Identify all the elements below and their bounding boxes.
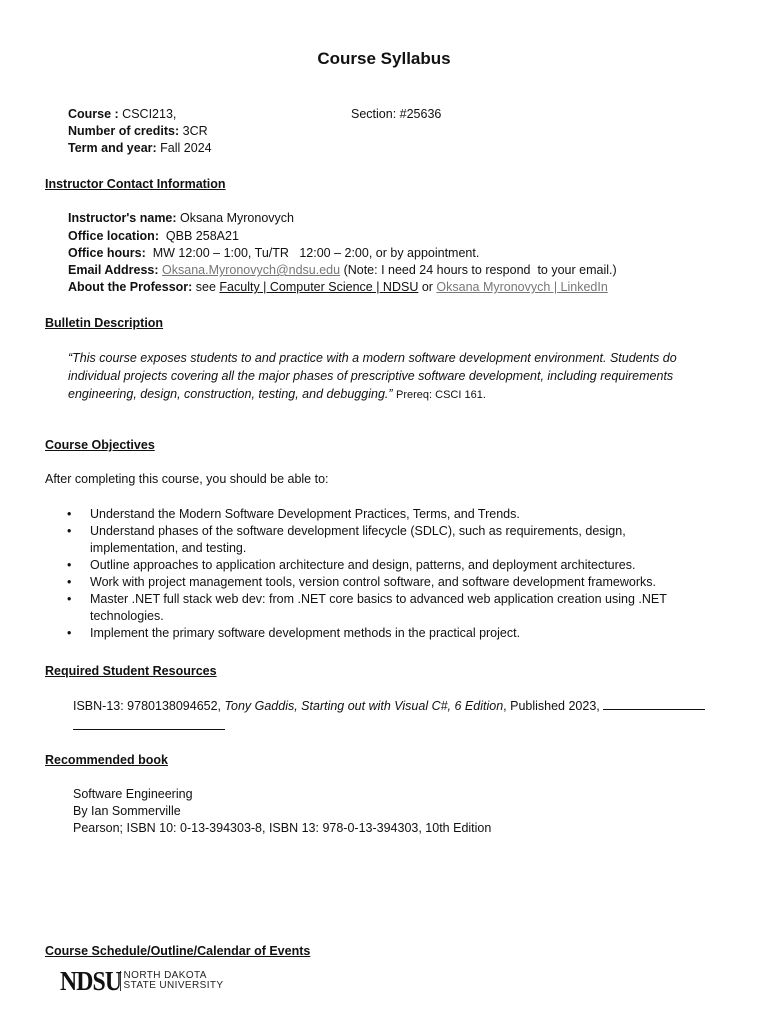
- instructor-name-value: Oksana Myronovych: [176, 211, 294, 225]
- list-item: • Work with project management tools, version control software, and software development frameworks.: [45, 574, 685, 591]
- blank-line: [603, 697, 705, 710]
- term-label: Term and year:: [68, 141, 157, 155]
- office-location-line: [68, 228, 239, 245]
- list-item: • Understand the Modern Software Development Practices, Terms, and Trends.: [45, 506, 685, 523]
- about-label: About the Professor:: [68, 280, 193, 294]
- published-year: , Published 2023,: [503, 699, 600, 713]
- course-label: Course :: [68, 107, 119, 121]
- term-line: [68, 140, 212, 157]
- about-line: [68, 279, 608, 296]
- instructor-name-label: Instructor's name:: [68, 211, 177, 225]
- prerequisite: Prereq: CSCI 161.: [396, 389, 486, 401]
- course-line: [68, 106, 176, 123]
- office-hours-line: [68, 245, 479, 262]
- isbn-prefix: ISBN-13: 9780138094652,: [73, 699, 225, 713]
- ndsu-logo: [60, 967, 223, 995]
- bulletin-text: “This course exposes students to and practice with a modern software development environment. Students do individual projects covering all the major phases of prescriptive software development, including requirements engineering, design, construction, testing, and debugging.”: [68, 351, 677, 401]
- list-item: • Master .NET full stack web dev: from .NET core basics to advanced web application creation using .NET technologies.: [45, 591, 685, 625]
- office-location-value: QBB 258A21: [158, 229, 239, 243]
- list-item: • Understand phases of the software development lifecycle (SDLC), such as requirements, design, implementation, and testing.: [45, 523, 685, 557]
- bulletin-heading: Bulletin Description: [45, 316, 164, 330]
- objectives-heading: Course Objectives: [45, 438, 155, 452]
- credits-line: [68, 123, 208, 140]
- recommended-publisher: Pearson; ISBN 10: 0-13-394303-8, ISBN 13: 978-0-13-394303, 10th Edition: [73, 821, 492, 835]
- office-hours-value: MW 12:00 – 1:00, Tu/TR 12:00 – 2:00, or by appointment.: [145, 246, 480, 260]
- instructor-heading: Instructor Contact Information: [45, 177, 226, 191]
- required-book-title: Tony Gaddis, Starting out with Visual C#, 6 Edition: [224, 699, 504, 713]
- logo-wordmark: NDSU: [60, 966, 122, 996]
- office-hours-label: Office hours:: [68, 246, 146, 260]
- objectives-list: [45, 506, 685, 642]
- email-label: Email Address:: [68, 263, 159, 277]
- credits-value: 3CR: [179, 124, 208, 138]
- objectives-intro: After completing this course, you should be able to:: [45, 472, 329, 486]
- schedule-heading: Course Schedule/Outline/Calendar of Events: [45, 944, 311, 958]
- list-item: • Outline approaches to application architecture and design, patterns, and deployment architectures.: [45, 557, 685, 574]
- bulletin-description: [68, 349, 718, 404]
- list-item: • Implement the primary software development methods in the practical project.: [45, 625, 685, 642]
- about-see: see: [192, 280, 220, 294]
- resources-heading: Required Student Resources: [45, 664, 217, 678]
- blank-line-continued: [73, 728, 225, 730]
- office-location-label: Office location:: [68, 229, 159, 243]
- logo-line-1: NORTH DAKOTA: [123, 970, 207, 981]
- logo-line-2: STATE UNIVERSITY: [123, 980, 224, 991]
- email-note: (Note: I need 24 hours to respond to your email.): [340, 263, 617, 277]
- section-number: Section: #25636: [351, 107, 442, 121]
- recommended-author: By Ian Sommerville: [73, 804, 181, 818]
- email-link[interactable]: Oksana.Myronovych@ndsu.edu: [162, 263, 341, 277]
- credits-label: Number of credits:: [68, 124, 180, 138]
- email-line: [68, 262, 617, 279]
- term-value: Fall 2024: [156, 141, 212, 155]
- logo-subtitle: [120, 971, 224, 991]
- faculty-page-link[interactable]: Faculty | Computer Science | NDSU: [219, 280, 419, 294]
- page-title: Course Syllabus: [317, 49, 451, 68]
- recommended-title: Software Engineering: [73, 787, 193, 801]
- recommended-heading: Recommended book: [45, 753, 168, 767]
- about-or: or: [418, 280, 437, 294]
- instructor-name-line: [68, 210, 294, 227]
- course-value: CSCI213,: [118, 107, 177, 121]
- linkedin-link[interactable]: Oksana Myronovych | LinkedIn: [436, 280, 608, 294]
- required-book: [73, 697, 705, 715]
